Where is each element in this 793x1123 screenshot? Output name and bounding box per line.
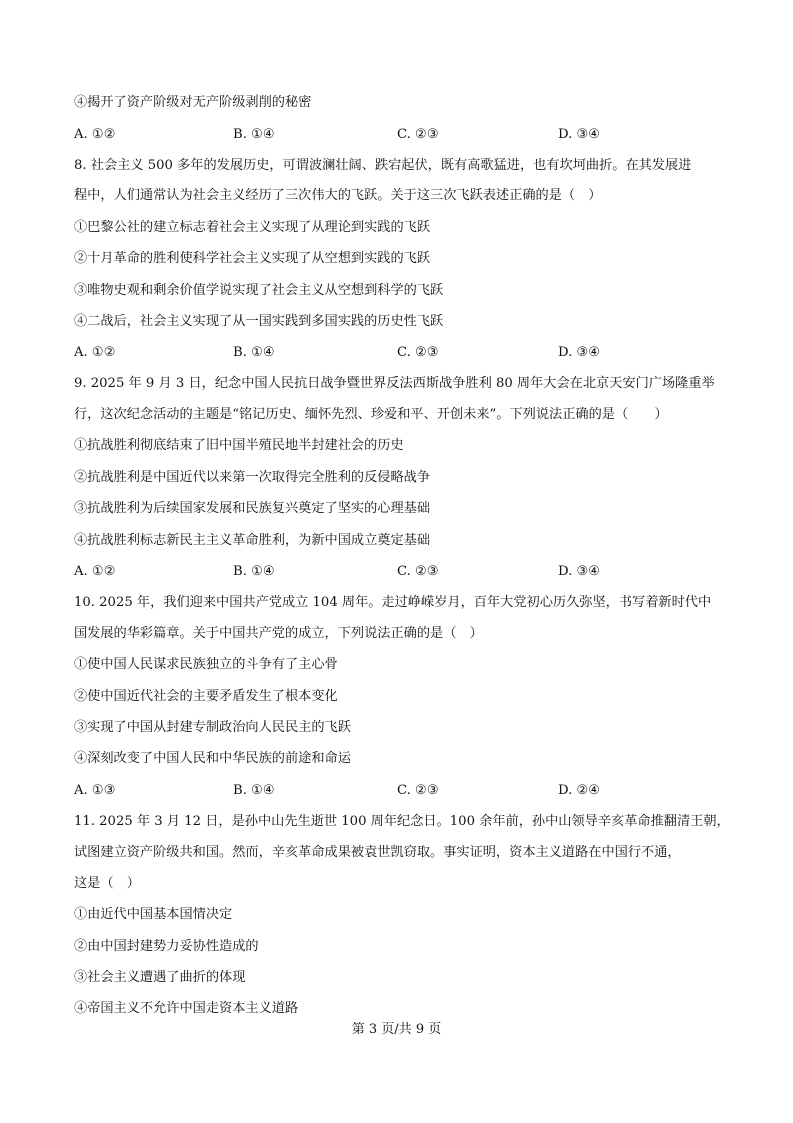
option-c: C. ②③ xyxy=(397,345,439,360)
statement-1: ①由近代中国基本国情决定 xyxy=(74,907,233,922)
option-b: B. ①④ xyxy=(233,564,275,579)
statement-4: ④深刻改变了中国人民和中华民族的前途和命运 xyxy=(74,751,351,766)
statement-2: ②抗战胜利是中国近代以来第一次取得完全胜利的反侵略战争 xyxy=(74,470,431,485)
statement-2: ②十月革命的胜利使科学社会主义实现了从空想到实践的飞跃 xyxy=(74,251,431,266)
option-d: D. ③④ xyxy=(558,127,601,142)
statement-1: ①抗战胜利彻底结束了旧中国半殖民地半封建社会的历史 xyxy=(74,438,404,453)
option-b: B. ①④ xyxy=(233,345,275,360)
statement-3: ③社会主义遭遇了曲折的体现 xyxy=(74,970,246,985)
option-d: D. ③④ xyxy=(558,345,601,360)
option-b: B. ①④ xyxy=(233,783,275,798)
statement-3: ③抗战胜利为后续国家发展和民族复兴奠定了坚实的心理基础 xyxy=(74,501,431,516)
statement-1: ①使中国人民谋求民族独立的斗争有了主心骨 xyxy=(74,657,338,672)
question-stem: 行，这次纪念活动的主题是“铭记历史、缅怀先烈、珍爱和平、开创未来”。下列说法正确的是（ ） xyxy=(74,407,668,422)
statement-3: ③实现了中国从封建专制政治向人民民主的飞跃 xyxy=(74,720,351,735)
question-stem: 9. 2025 年 9 月 3 日，纪念中国人民抗日战争暨世界反法西斯战争胜利 80 周年大会在北京天安门广场隆重举 xyxy=(74,376,715,391)
question-stem: 10. 2025 年，我们迎来中国共产党成立 104 周年。走过峥嵘岁月，百年大党初心历久弥坚，书写着新时代中 xyxy=(74,595,712,610)
statement-2: ②使中国近代社会的主要矛盾发生了根本变化 xyxy=(74,689,338,704)
question-stem: 11. 2025 年 3 月 12 日，是孙中山先生逝世 100 周年纪念日。100 余年前，孙中山领导辛亥革命推翻清王朝， xyxy=(74,814,730,829)
option-d: D. ②④ xyxy=(558,783,601,798)
statement-3: ③唯物史观和剩余价值学说实现了社会主义从空想到科学的飞跃 xyxy=(74,283,444,298)
question-stem: 8. 社会主义 500 多年的发展历史，可谓波澜壮阔、跌宕起伏，既有高歌猛进，也有坎坷曲折。在其发展进 xyxy=(74,158,692,173)
option-c: C. ②③ xyxy=(397,127,439,142)
statement-4: ④抗战胜利标志新民主主义革命胜利，为新中国成立奠定基础 xyxy=(74,533,431,548)
prev-question-item-4: ④揭开了资产阶级对无产阶级剥削的秘密 xyxy=(74,95,312,110)
question-stem: 程中，人们通常认为社会主义经历了三次伟大的飞跃。关于这三次飞跃表述正确的是（ ） xyxy=(74,188,602,203)
option-d: D. ③④ xyxy=(558,564,601,579)
option-a: A. ①② xyxy=(74,127,116,142)
option-c: C. ②③ xyxy=(397,783,439,798)
page-number-footer: 第 3 页/共 9 页 xyxy=(351,1022,442,1037)
option-c: C. ②③ xyxy=(397,564,439,579)
statement-2: ②由中国封建势力妥协性造成的 xyxy=(74,939,259,954)
question-stem: 这是（ ） xyxy=(74,876,140,891)
option-a: A. ①② xyxy=(74,345,116,360)
statement-1: ①巴黎公社的建立标志着社会主义实现了从理论到实践的飞跃 xyxy=(74,220,431,235)
option-a: A. ①② xyxy=(74,564,116,579)
statement-4: ④二战后，社会主义实现了从一国实践到多国实践的历史性飞跃 xyxy=(74,314,444,329)
option-b: B. ①④ xyxy=(233,127,275,142)
option-a: A. ①③ xyxy=(74,783,116,798)
question-stem: 国发展的华彩篇章。关于中国共产党的成立，下列说法正确的是（ ） xyxy=(74,626,483,641)
question-stem: 试图建立资产阶级共和国。然而，辛亥革命成果被袁世凯窃取。事实证明，资本主义道路在中国行不通， xyxy=(74,845,681,860)
statement-4: ④帝国主义不允许中国走资本主义道路 xyxy=(74,1001,299,1016)
